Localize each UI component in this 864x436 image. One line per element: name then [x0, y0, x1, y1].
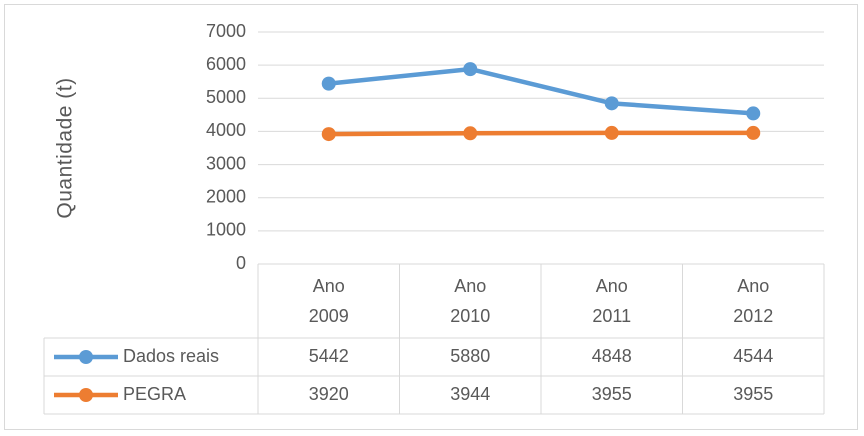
data-point [463, 62, 477, 76]
data-point [746, 106, 760, 120]
legend-label: Dados reais [123, 345, 220, 366]
data-point [463, 126, 477, 140]
data-point [322, 77, 336, 91]
y-tick-label: 2000 [205, 186, 246, 207]
data-point [605, 96, 619, 110]
data-table-value: 3920 [308, 383, 349, 404]
y-tick-label: 6000 [205, 53, 246, 74]
data-point [746, 126, 760, 140]
data-point [605, 126, 619, 140]
y-tick-label: 1000 [205, 219, 246, 240]
legend-key-marker [79, 388, 93, 402]
y-tick-label: 7000 [205, 20, 246, 41]
x-category-label: 2010 [450, 305, 491, 326]
x-category-label: Ano [454, 275, 487, 296]
series-line [329, 69, 754, 113]
data-table-value: 3944 [450, 383, 491, 404]
data-table-value: 5442 [308, 345, 349, 366]
data-table-value: 4544 [733, 345, 774, 366]
x-category-label: 2011 [592, 305, 632, 326]
legend-label: PEGRA [123, 383, 187, 404]
legend-key-marker [79, 350, 93, 364]
x-category-label: Ano [312, 275, 345, 296]
x-category-label: 2009 [308, 305, 349, 326]
data-point [322, 127, 336, 141]
data-table-value: 5880 [450, 345, 491, 366]
data-table-value: 3955 [733, 383, 774, 404]
y-tick-label: 4000 [205, 120, 246, 141]
data-table-value: 4848 [591, 345, 632, 366]
y-tick-label: 0 [235, 252, 246, 273]
x-category-label: Ano [737, 275, 770, 296]
x-category-label: Ano [595, 275, 628, 296]
y-tick-label: 5000 [205, 87, 246, 108]
series-line [329, 133, 754, 134]
y-axis-label: Quantidade (t) [53, 77, 77, 219]
x-category-label: 2012 [733, 305, 774, 326]
data-table-value: 3955 [591, 383, 632, 404]
y-tick-label: 3000 [205, 153, 246, 174]
